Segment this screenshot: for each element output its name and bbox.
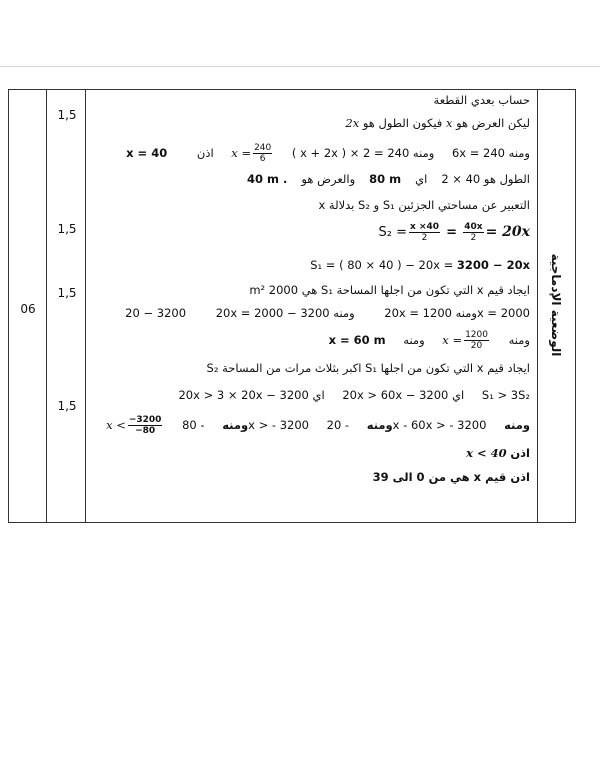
frac-den: 20 xyxy=(470,341,483,351)
solution-line-9 xyxy=(125,306,530,320)
text-width: والعرض هو xyxy=(301,172,356,186)
var-x: x xyxy=(445,116,453,130)
heading-areas: التعبير عن مساحتي الجزئين S₁ و S₂ بدلالة x xyxy=(318,198,530,212)
s1-expression: S₁ = ( 80 × 40 ) − 20x = xyxy=(310,258,454,272)
solution-line-13 xyxy=(106,415,530,436)
eq-3200-2000: ومنه 3200 − 2000 = 20x xyxy=(215,306,355,320)
page-top-divider xyxy=(0,66,600,67)
length-value: 80 m xyxy=(369,172,402,186)
solution-line-4 xyxy=(247,172,530,186)
side-label: الوضعية الإدماجية xyxy=(549,253,563,357)
word-hence: ومنه xyxy=(366,418,393,432)
width-value: 40 m . xyxy=(247,172,288,186)
heading-s1-2000: ايجاد قيم x التي تكون من اجلها المساحة S₁ هي 2000 m² xyxy=(249,283,530,297)
solution-line-8 xyxy=(249,283,530,297)
grade-4: 1,5 xyxy=(57,399,77,413)
solution-line-15 xyxy=(373,470,530,484)
fraction-1200-20 xyxy=(464,330,489,351)
frac-num: −3200 xyxy=(128,415,162,425)
text-length-intro: فيكون الطول هو xyxy=(359,116,446,130)
solution-line-7 xyxy=(310,258,530,272)
ineq-80x: - 80x > - 3200 xyxy=(182,418,309,432)
frac-den: −80 xyxy=(135,426,156,436)
row-number: 06 xyxy=(20,302,36,316)
ineq-20x-60x: - 20x - 60x > - 3200 xyxy=(326,418,487,432)
solution-line-1 xyxy=(434,93,530,107)
grade-2: 1,5 xyxy=(57,222,77,236)
frac-den: 2 xyxy=(421,233,428,243)
text-width-intro: ليكن العرض هو xyxy=(452,116,530,130)
solution-line-2 xyxy=(345,116,530,130)
text-length: الطول هو 40 × 2 xyxy=(441,172,530,186)
s2-result: = 20x xyxy=(485,224,530,240)
fraction-40x-2 xyxy=(463,222,483,243)
word-then: اذن xyxy=(196,146,214,160)
frac-num: 40x xyxy=(464,222,483,232)
word-hence: ومنه xyxy=(504,418,530,432)
eq-perimeter: ومنه 240 = 2 × ( x + 2x ) xyxy=(291,146,435,160)
fraction-x40-2 xyxy=(409,222,440,243)
solution-line-3 xyxy=(126,143,530,164)
frac-prefix: x = xyxy=(442,333,463,347)
eq-s1-2000: 3200 − 20x = 2000 xyxy=(125,306,530,320)
word-hence: ومنه xyxy=(403,333,425,347)
ineq-60x: اي 3200 − 20x > 60x xyxy=(342,388,465,402)
frac-num: 240 xyxy=(254,143,272,153)
solution-line-12 xyxy=(178,388,530,402)
result-x-40: x = 40 xyxy=(126,146,168,160)
heading-s1-gt-3s2: ايجاد قيم x التي تكون من اجلها S₁ اكبر بثلاث مرات من المساحة S₂ xyxy=(206,361,530,375)
word-hence: ومنه xyxy=(508,333,530,347)
frac-den: 2 xyxy=(470,233,477,243)
word-i: اي xyxy=(415,172,428,186)
frac-den: 6 xyxy=(259,154,266,164)
side-label-cell xyxy=(537,89,575,523)
grade-3: 1,5 xyxy=(57,286,77,300)
word-then: اذن xyxy=(510,446,530,460)
final-answer: اذن قيم x هي من 0 الى 39 xyxy=(372,470,530,484)
solution-line-6 xyxy=(379,222,530,243)
fraction-3200-80 xyxy=(128,415,163,436)
grade-1: 1,5 xyxy=(57,108,77,122)
solution-line-11 xyxy=(207,361,530,375)
word-hence: ومنه xyxy=(222,418,249,432)
equals-sign: = xyxy=(446,225,458,240)
frac-prefix: x = xyxy=(231,146,252,160)
eq-6x-240: ومنه 240 = 6x xyxy=(451,146,530,160)
column-divider-2 xyxy=(85,89,86,523)
fraction-240-6 xyxy=(253,143,272,164)
solution-line-14 xyxy=(466,446,530,460)
solution-line-5 xyxy=(318,198,530,212)
expr-2x: 2x xyxy=(345,116,360,130)
s2-label: S₂ = xyxy=(378,225,408,240)
column-divider-1 xyxy=(46,89,47,523)
solution-line-10 xyxy=(329,330,530,351)
result-x-lt-40: x < 40 xyxy=(466,446,507,460)
frac-prefix: x < xyxy=(106,418,126,432)
frac-num: x ×40 xyxy=(410,222,440,232)
heading-dimensions: حساب بعدي القطعة xyxy=(433,93,530,107)
ineq-s1-3s2: S₁ > 3S₂ xyxy=(481,388,530,402)
eq-20x-1200: ومنه 20x = 1200 xyxy=(384,306,477,320)
result-x-60: x = 60 m xyxy=(328,333,386,347)
ineq-3x20x: اي 3200 − 20x > 3 × 20x xyxy=(178,388,325,402)
frac-num: 1200 xyxy=(465,330,488,340)
s1-result: 3200 − 20x xyxy=(456,258,530,272)
